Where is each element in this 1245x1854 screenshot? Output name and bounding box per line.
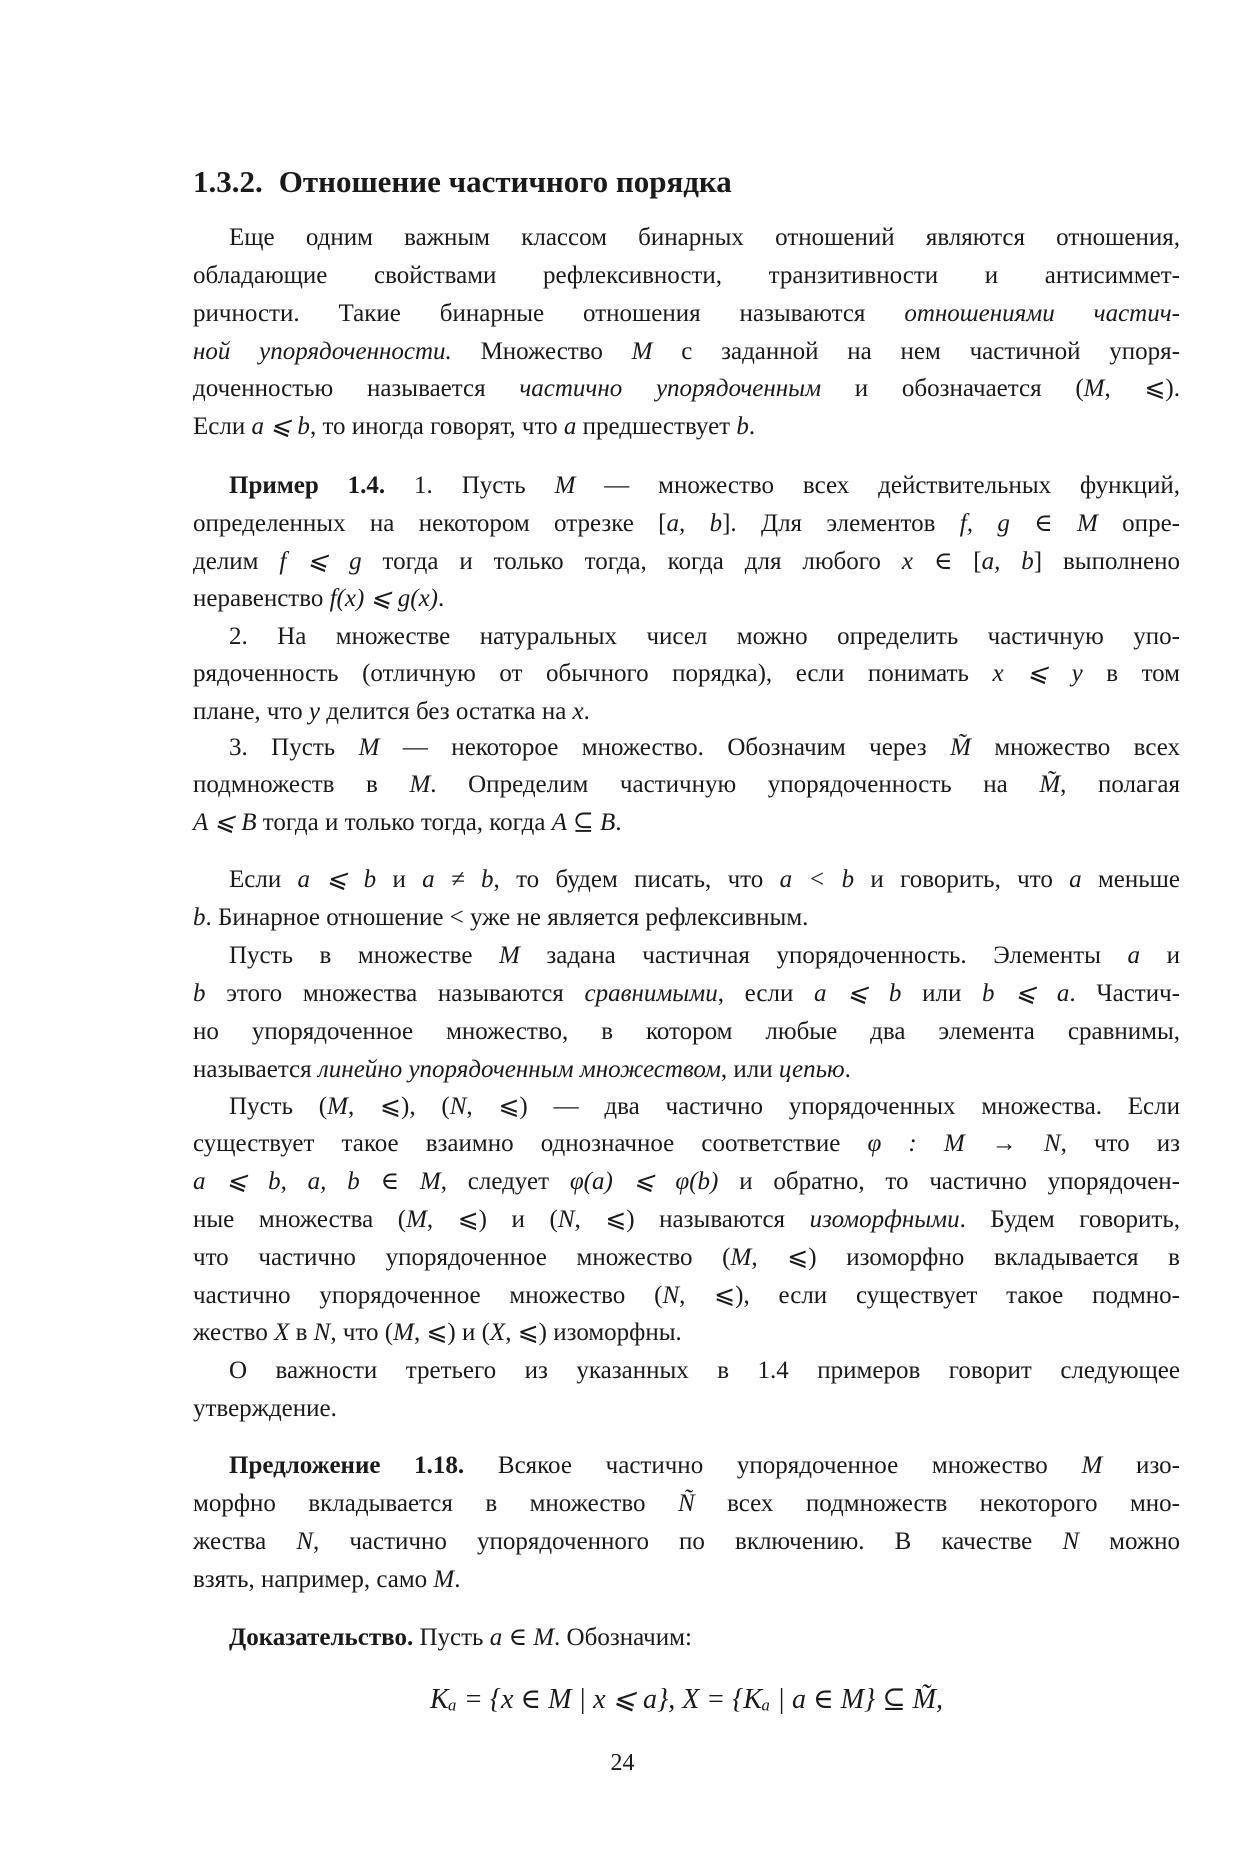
math: N (449, 1092, 467, 1120)
math: a < b (779, 866, 855, 893)
display-formula (193, 1681, 1180, 1719)
text-segment: ] выполнено (1033, 548, 1180, 576)
text-segment: и говорить, что (854, 866, 1070, 893)
section-heading (193, 160, 732, 204)
text-segment: рядоченность (отличную от обычного порядка), если понимать (193, 659, 993, 687)
text-segment: , частично упорядоченного по включению. В качестве (313, 1527, 1063, 1555)
text-line (193, 975, 1180, 1013)
text-line (193, 1201, 1180, 1239)
text-segment: , ⩽), если существует такое подмно- (679, 1282, 1180, 1310)
text-segment: , то иногда говорят, что (309, 412, 564, 440)
text-segment: ∈ [ (912, 548, 982, 576)
text-line (193, 766, 1180, 804)
text-line (229, 937, 1180, 975)
text-segment: Если (193, 412, 252, 440)
text-segment: . (615, 809, 622, 837)
text-segment: . Определим частичную упорядоченность на (430, 771, 1040, 799)
math: A ⩽ B (193, 809, 257, 837)
math: a (563, 412, 577, 440)
text-line (229, 618, 1180, 656)
section-title: Отношение частичного порядка (278, 164, 732, 199)
text-line (193, 1523, 1180, 1561)
math: b (736, 412, 749, 440)
math: N (1062, 1527, 1080, 1555)
math: M (1077, 510, 1098, 538)
text-line (193, 804, 1180, 842)
text-segment: подмножеств в (193, 771, 410, 799)
text-line (193, 1163, 1180, 1201)
text-segment: , или (720, 1055, 779, 1083)
emphasis-term: изоморфными (809, 1206, 960, 1234)
text-line (193, 1561, 1180, 1599)
text-segment: , что ( (330, 1319, 394, 1347)
text-segment: жества (193, 1527, 297, 1555)
text-segment: , ⩽), ( (347, 1092, 450, 1120)
math: a ⩽ b (297, 866, 377, 893)
text-segment: и (376, 866, 423, 893)
text-line (193, 505, 1180, 543)
text-segment: задана частичная упорядоченность. Элементы (519, 941, 1128, 969)
section-number: 1.3.2. (193, 164, 263, 199)
bold-label: Доказательство. (229, 1623, 414, 1651)
text-line (229, 1447, 1180, 1485)
page-number: 24 (610, 1750, 635, 1776)
text-line (193, 257, 1180, 295)
math: x ⩽ y (992, 659, 1083, 687)
math: x (901, 548, 913, 576)
text-segment: ∈ (359, 1168, 420, 1196)
text-segment: ричности. Такие бинарные отношения называются (193, 300, 905, 328)
text-segment: . Будем говорить, (959, 1206, 1181, 1234)
text-segment: ∈ (502, 1623, 534, 1651)
text-segment: можно (1079, 1527, 1180, 1555)
text-line (193, 1277, 1180, 1315)
text-segment: , ⩽) — два частично упорядоченных множества. Если (466, 1092, 1180, 1120)
text-line (193, 1485, 1180, 1523)
text-segment: доченностью называется (193, 375, 520, 402)
text-line (193, 899, 1180, 937)
text-segment: . (583, 697, 590, 725)
text-line (193, 1013, 1180, 1051)
text-segment: с заданной на нем частичной упоря- (652, 338, 1180, 366)
text-segment: морфно вкладывается в множество (193, 1489, 678, 1517)
text-segment: 1. Пусть (385, 472, 555, 500)
math: M (393, 1319, 414, 1347)
text-segment: , ⩽) изоморфно вкладывается в (751, 1244, 1180, 1272)
text-segment: частично упорядоченное множество ( (193, 1282, 663, 1310)
text-line (193, 408, 1180, 446)
text-segment: 3. Пусть (229, 734, 359, 762)
math: Kₐ = {x ∈ M | x ⩽ a}, X = {Kₐ | a ∈ M} ⊆ M̃, (429, 1683, 943, 1715)
text-segment: или (901, 979, 983, 1007)
text-segment: и (1140, 941, 1180, 969)
emphasis-term: цепью (778, 1055, 845, 1083)
bold-label: Пример 1.4. (229, 472, 386, 500)
text-segment: Пусть (413, 1623, 490, 1651)
emphasis-term: сравнимыми (584, 979, 718, 1007)
text-segment: , полагая (1060, 771, 1180, 799)
text-segment: обладающие свойствами рефлексивности, транзитивности и антисиммет- (193, 262, 1180, 290)
emphasis-term: отношениями частич- (904, 300, 1180, 328)
math: X (489, 1319, 506, 1347)
math: M (1081, 1451, 1103, 1479)
text-segment: определенных на некотором отрезке [ (193, 510, 667, 538)
text-line (193, 1314, 1180, 1352)
math: x (572, 697, 584, 725)
math: a (1127, 941, 1141, 969)
text-segment: ные множества ( (193, 1206, 407, 1234)
math: a (489, 1623, 503, 1651)
text-segment: называется (193, 1055, 318, 1083)
text-segment: , ⩽) и ( (413, 1319, 490, 1347)
text-segment: но упорядоченное множество, в котором любые два элемента сравнимы, (193, 1017, 1180, 1045)
math: f(x) ⩽ g(x) (329, 584, 438, 612)
math: M (730, 1244, 752, 1272)
text-segment: делим (193, 548, 280, 576)
math: M (631, 338, 653, 366)
text-segment: , что из (1060, 1130, 1180, 1158)
text-segment: в (289, 1319, 314, 1347)
text-segment: . (844, 1055, 851, 1083)
math: a, b (981, 548, 1034, 576)
math: X (274, 1319, 290, 1347)
text-segment: Если (229, 866, 298, 893)
text-segment: , ⩽) называются (574, 1206, 810, 1234)
text-line (229, 219, 1180, 257)
text-line (193, 1239, 1180, 1277)
text-segment: этого множества называются (205, 979, 585, 1007)
emphasis-term: ной упорядоченности. (193, 338, 452, 366)
text-segment: , если (717, 979, 815, 1007)
text-segment: О важности третьего из указанных в 1.4 примеров говорит следующее (229, 1357, 1180, 1385)
text-segment: , то будем писать, что (493, 866, 780, 893)
text-segment: , ⩽) изоморфны. (505, 1319, 682, 1347)
text-line (193, 693, 1180, 731)
text-segment: опре- (1097, 510, 1180, 538)
math: M (1083, 375, 1105, 402)
math: f, g (959, 510, 1010, 538)
text-line (193, 370, 1180, 408)
text-segment: предшествует (576, 412, 737, 440)
math: a ≠ b (422, 866, 494, 893)
text-segment: , следует (440, 1168, 570, 1196)
text-segment: — множество всех действительных функций, (575, 472, 1180, 500)
math: M (406, 1206, 427, 1234)
text-segment: плане, что (193, 697, 309, 725)
text-segment: делится без остатка на (319, 697, 573, 725)
math: M (327, 1092, 348, 1120)
math: N (296, 1527, 314, 1555)
text-line (193, 543, 1180, 581)
text-segment: неравенство (193, 584, 330, 612)
text-segment: . (438, 584, 445, 612)
math: N (662, 1282, 680, 1310)
math: M (409, 771, 431, 799)
text-segment: всех подмножеств некоторого мно- (694, 1489, 1180, 1517)
math: M̃ (1039, 771, 1061, 799)
math: N (557, 1206, 575, 1234)
math: a ⩽ b (251, 412, 310, 440)
text-segment: меньше (1081, 866, 1180, 893)
text-segment: взять, например, само (193, 1565, 434, 1593)
text-segment: . (748, 412, 756, 440)
text-segment: Еще одним важным классом бинарных отношений являются отношения, (229, 224, 1180, 252)
text-segment: в том (1082, 659, 1181, 687)
math: b (193, 979, 206, 1007)
text-segment: утверждение. (193, 1394, 337, 1422)
text-segment: Всякое частично упорядоченное множество (464, 1451, 1082, 1479)
math: f ⩽ g (279, 548, 362, 576)
text-segment: Множество (451, 338, 632, 366)
text-line (193, 1125, 1180, 1163)
text-line (193, 655, 1180, 693)
text-line (193, 1051, 1180, 1089)
math: y (308, 697, 320, 725)
text-line (229, 729, 1180, 767)
text-segment: . Бинарное отношение < уже не является рефлексивным. (205, 903, 809, 931)
text-segment: 2. На множестве натуральных чисел можно определить частичную упо- (229, 622, 1180, 650)
text-line (193, 1390, 1180, 1428)
text-segment: тогда и только тогда, когда (256, 809, 552, 837)
text-segment: что частично упорядоченное множество ( (193, 1244, 731, 1272)
math: M (554, 472, 576, 500)
text-segment: — некоторое множество. Обозначим через (379, 734, 951, 762)
text-segment: . Обозначим: (554, 1623, 692, 1651)
text-segment: существует такое взаимно однозначное соответствие (193, 1130, 868, 1158)
text-segment: изо- (1102, 1451, 1180, 1479)
math: M (419, 1168, 441, 1196)
math: M (499, 941, 520, 969)
text-segment: жество (193, 1319, 275, 1347)
text-line (193, 295, 1180, 333)
emphasis-term: частично упорядоченным (519, 375, 822, 402)
math: A ⊆ B (551, 809, 616, 837)
text-line (229, 1619, 1180, 1657)
math: Ñ (677, 1489, 695, 1517)
text-line (229, 861, 1180, 899)
math: φ(a) ⩽ φ(b) (569, 1168, 719, 1196)
text-segment: и обозначается ( (821, 375, 1084, 402)
text-line (229, 1352, 1180, 1390)
text-segment: Пусть в множестве (229, 941, 500, 969)
text-segment: тогда и только тогда, когда для любого (361, 548, 902, 576)
text-line (229, 1088, 1180, 1126)
text-segment: ∈ (1009, 510, 1078, 538)
math: a ⩽ b, a, b (193, 1168, 360, 1196)
math: b (193, 903, 206, 931)
text-segment: . (454, 1565, 461, 1593)
math: M̃ (950, 734, 971, 762)
text-line (229, 467, 1180, 505)
text-segment: и обратно, то частично упорядочен- (718, 1168, 1180, 1196)
math: b ⩽ a (982, 979, 1070, 1007)
math: M (533, 1623, 555, 1651)
text-segment: . Частич- (1069, 979, 1180, 1007)
math: a, b (666, 510, 723, 538)
text-line (193, 333, 1180, 371)
text-segment: , ⩽). (1104, 375, 1180, 402)
math: N (313, 1319, 331, 1347)
math: a (1069, 866, 1082, 893)
math: M (358, 734, 380, 762)
text-segment: множество всех (970, 734, 1180, 762)
emphasis-term: линейно упорядоченным множеством (317, 1055, 721, 1083)
text-segment: Пусть ( (229, 1092, 328, 1120)
text-segment: , ⩽) и ( (426, 1206, 558, 1234)
math: M (433, 1565, 455, 1593)
text-line (193, 580, 1180, 618)
text-segment: ]. Для элементов (722, 510, 960, 538)
bold-label: Предложение 1.18. (229, 1451, 465, 1479)
math: a ⩽ b (814, 979, 902, 1007)
math: φ : M → N (867, 1130, 1061, 1158)
